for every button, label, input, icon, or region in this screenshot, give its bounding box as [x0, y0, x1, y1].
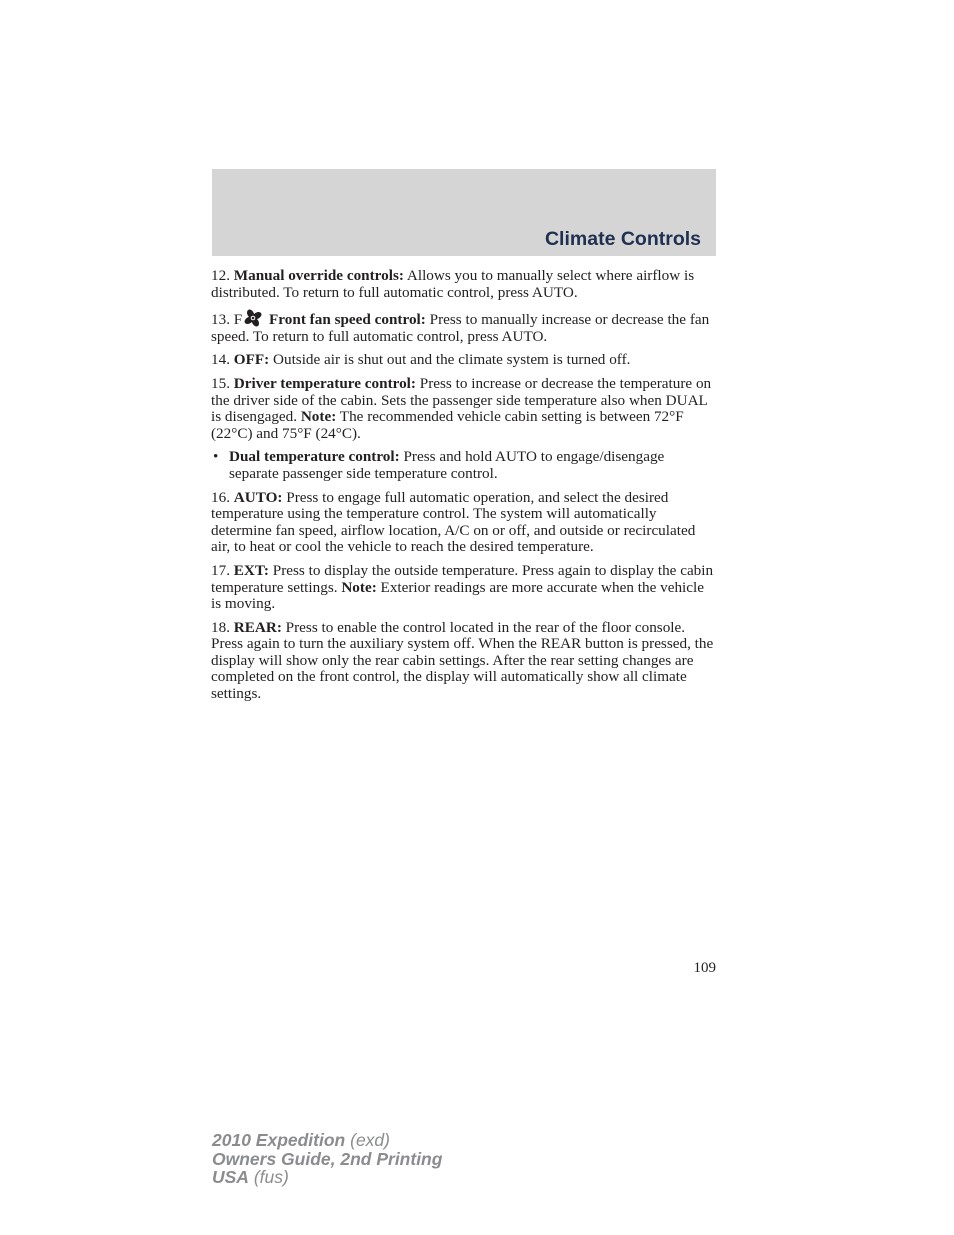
item-13	[211, 308, 717, 345]
section-header-band	[212, 169, 716, 256]
footer-model-code: (exd)	[345, 1130, 390, 1150]
item-text: Press to increase or decrease the temperature on the driver side of the cabin. Sets the passenger side temperature also when DUAL is disengaged.	[211, 374, 712, 426]
note-text: Exterior readings are more accurate when the vehicle is moving.	[211, 578, 704, 613]
item-number: 13. F	[211, 311, 243, 329]
item-text: Press to engage full automatic operation, and select the desired temperature using the temperature control. The system will automatically determine fan speed, airflow location, A/C on or off, and outside or recirculated air, to heat or cool the vehicle to reach the desired temperature.	[211, 488, 696, 556]
bullet-text	[229, 449, 717, 482]
item-number: 12.	[211, 267, 230, 284]
footer-market: USA	[212, 1167, 249, 1187]
item-text: Press and hold AUTO to engage/disengage separate passenger side temperature control.	[229, 448, 665, 482]
footer-model: 2010 Expedition	[212, 1130, 346, 1150]
item-term: EXT:	[233, 561, 269, 579]
item-text: Press to display the outside temperature. Press again to display the cabin temperature settings.	[211, 561, 714, 596]
fan-icon	[243, 308, 263, 328]
note-label: Note:	[300, 408, 337, 426]
footer-line-1	[212, 1131, 442, 1150]
item-term: Front fan speed control:	[269, 311, 426, 329]
item-number: 17.	[211, 561, 230, 579]
item-text: Press to enable the control located in the rear of the floor console. Press again to turn the auxiliary system off. When the REAR button is pressed, the display will show only the rear cabin settings. After the rear setting changes are completed on the front control, the display will automatically show all climate settings.	[211, 618, 714, 703]
note-text: The recommended vehicle cabin setting is between 72°F (22°C) and 75°F (24°C).	[211, 408, 684, 442]
footer-printing: Owners Guide, 2nd Printing	[212, 1148, 443, 1169]
bullet-mark: •	[213, 448, 219, 466]
item-term: Dual temperature control:	[229, 448, 400, 466]
footer-market-code: (fus)	[248, 1167, 289, 1187]
item-number: 16.	[211, 488, 230, 506]
item-16	[211, 490, 717, 556]
item-term: REAR:	[233, 618, 282, 636]
item-text: Press to manually increase or decrease the fan speed. To return to full automatic control, press AUTO.	[211, 311, 710, 345]
footer-line-3	[212, 1168, 442, 1187]
item-15	[211, 376, 717, 442]
item-term: Manual override controls:	[233, 267, 404, 284]
page-content	[211, 268, 717, 710]
note-label: Note:	[341, 578, 377, 596]
item-14	[211, 352, 717, 369]
footer-line-2	[212, 1150, 442, 1169]
page-number: 109	[693, 960, 716, 976]
bullet-item	[211, 449, 717, 482]
item-text: Allows you to manually select where airflow is distributed. To return to full automatic control, press AUTO.	[211, 267, 695, 301]
item-text: Outside air is shut out and the climate system is turned off.	[269, 351, 631, 369]
item-term: OFF:	[233, 351, 270, 369]
item-term: Driver temperature control:	[233, 374, 416, 392]
item-18	[211, 620, 717, 703]
item-number: 14.	[211, 351, 230, 369]
section-title: Climate Controls	[544, 228, 701, 250]
item-number: 15.	[211, 374, 230, 392]
item-12	[211, 268, 717, 301]
item-17	[211, 563, 717, 613]
item-term: AUTO:	[233, 488, 283, 506]
footer	[212, 1131, 442, 1187]
item-number: 18.	[211, 618, 230, 636]
